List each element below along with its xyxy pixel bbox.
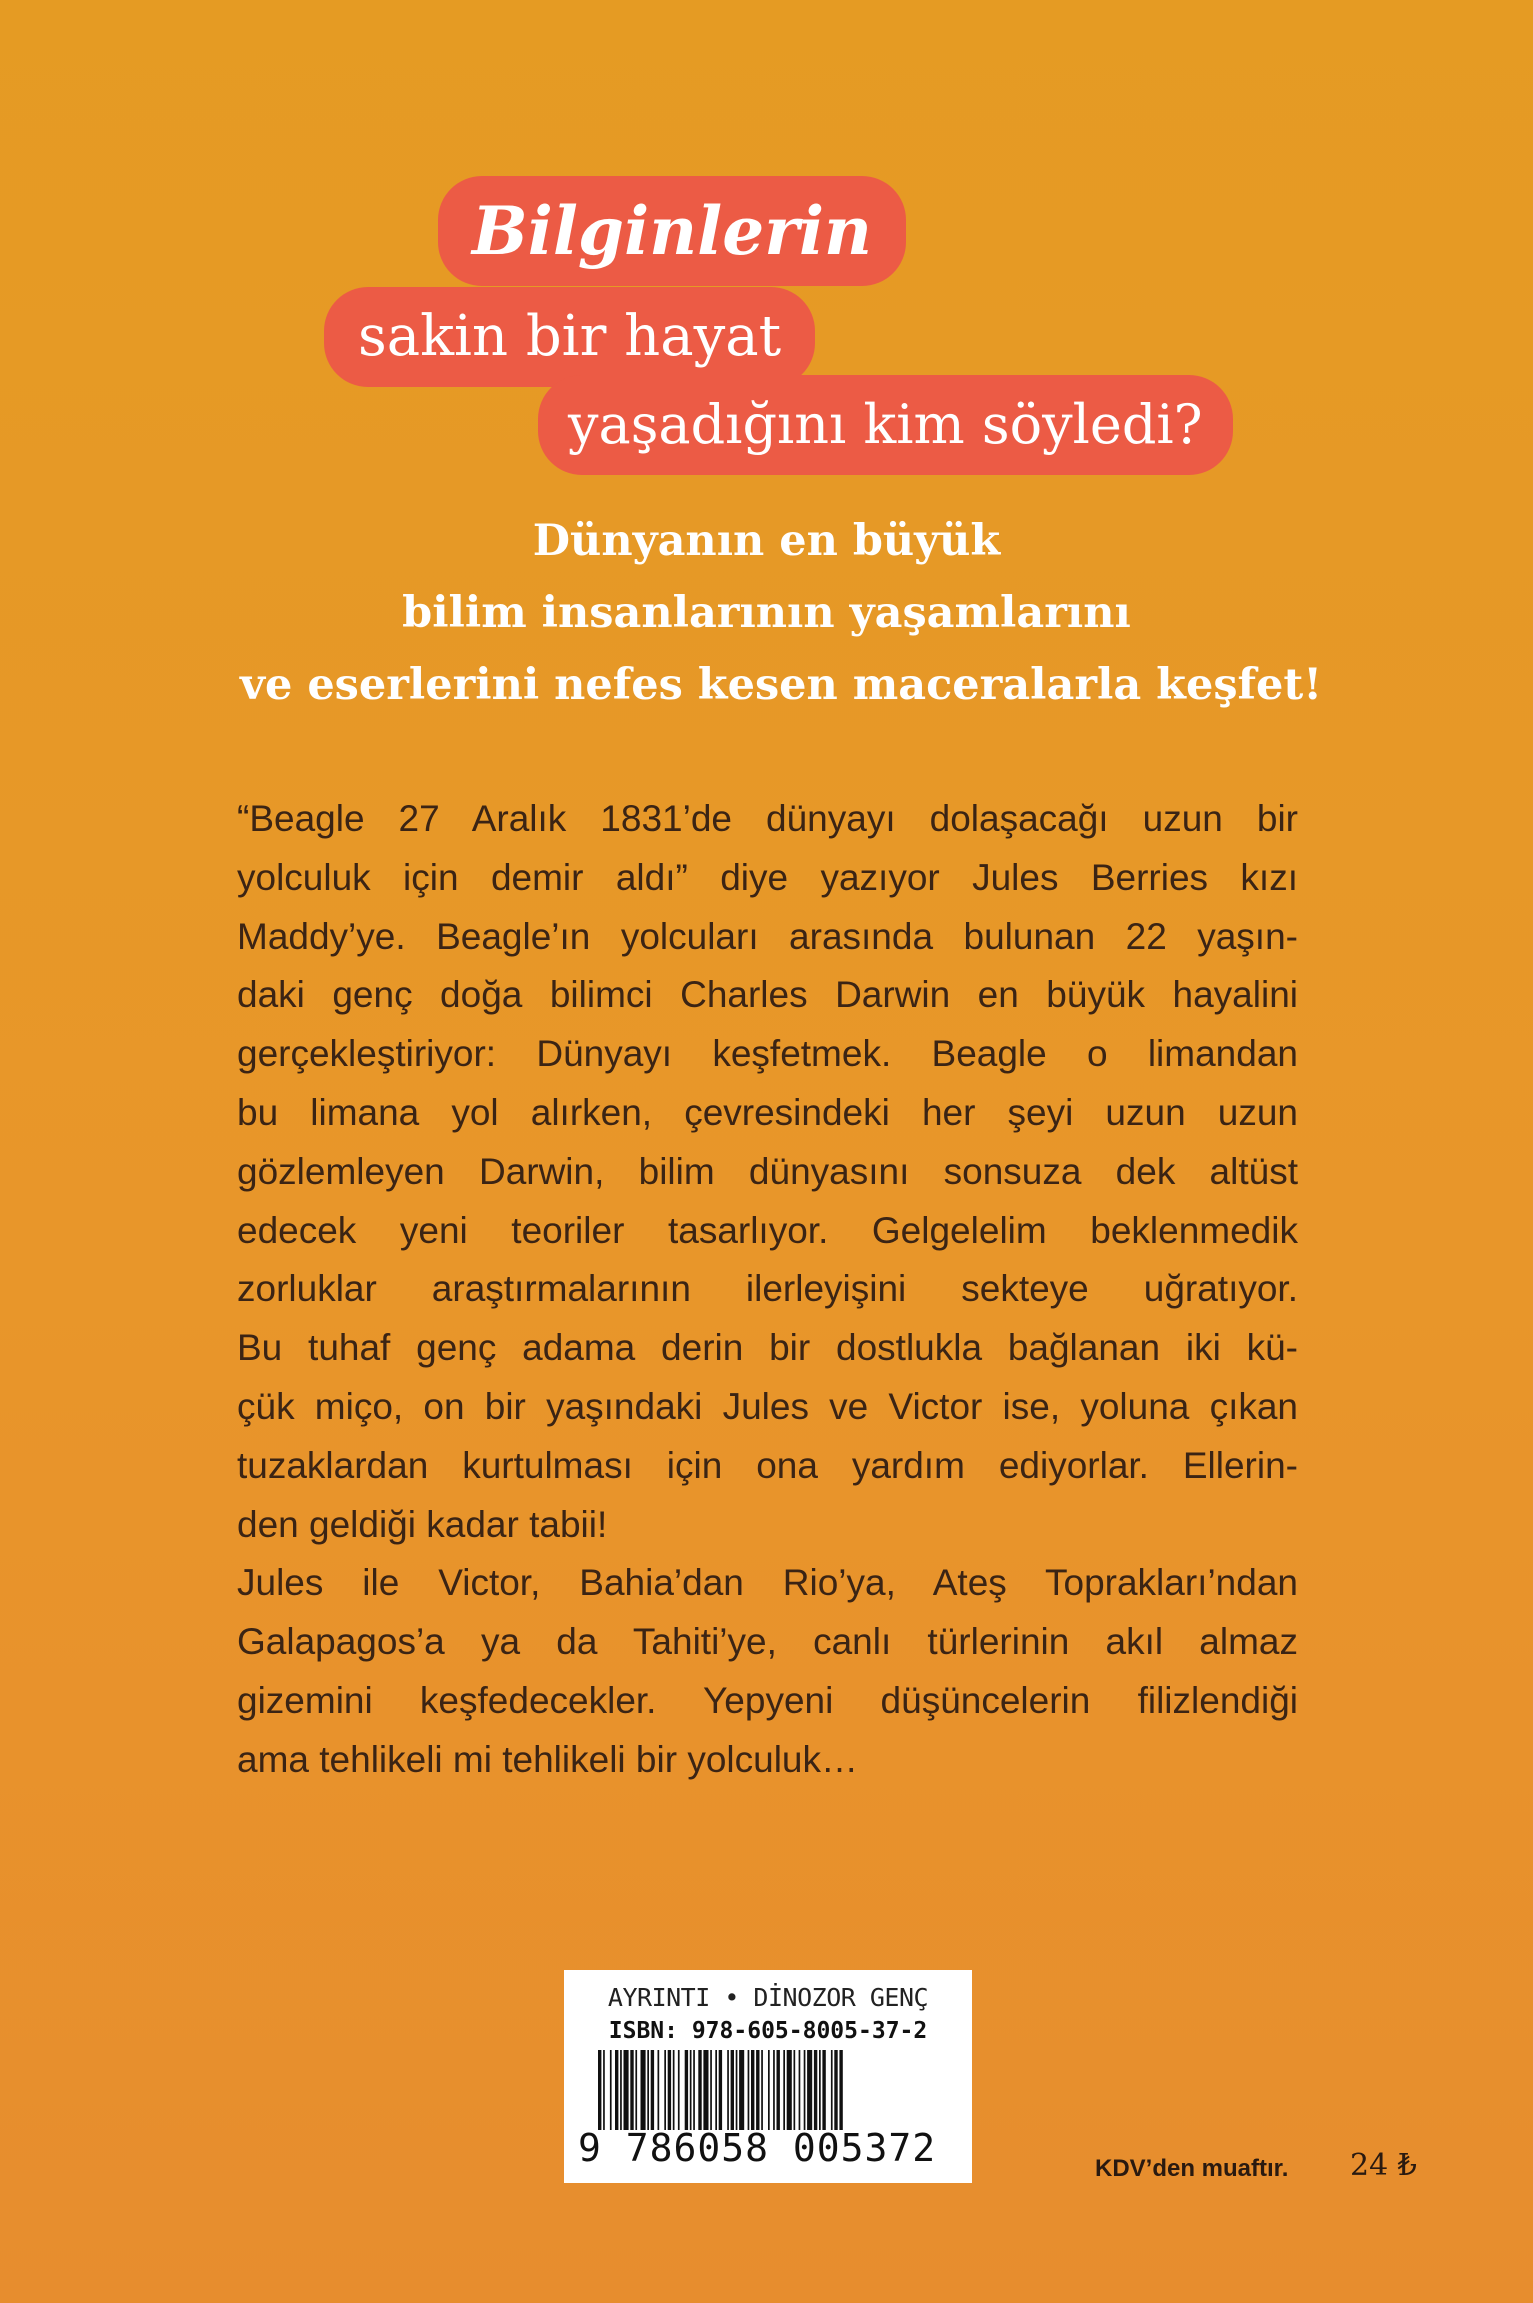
blurb-text: [237, 790, 1298, 1790]
barcode-bar: [804, 2050, 806, 2130]
blurb-line: Maddy’ye. Beagle’ın yolcuları arasında bulunan 22 yaşın-: [237, 915, 1298, 957]
headline-pill-2: [324, 287, 815, 387]
barcode-bar: [703, 2050, 708, 2130]
blurb-line: gerçekleştiriyor: Dünyayı keşfetmek. Beagle o limandan: [237, 1033, 1298, 1075]
barcode-bar: [839, 2050, 842, 2130]
barcode-bar: [719, 2050, 722, 2130]
barcode-bar: [807, 2050, 812, 2130]
blurb-line: ama tehlikeli mi tehlikeli bir yolculuk…: [237, 1738, 858, 1780]
blurb-line: zorluklar araştırmalarının ilerleyişini sekteye uğratıyor.: [237, 1268, 1298, 1310]
barcode-bar: [710, 2050, 712, 2130]
barcode-bar: [690, 2050, 692, 2130]
blurb-line: gizemini keşfedecekler. Yepyeni düşüncelerin filizlendiği: [237, 1679, 1298, 1721]
vat-note: KDV’den muaftır.: [1095, 2155, 1289, 2182]
barcode-bar: [834, 2050, 837, 2130]
publisher-name: AYRINTI • DİNOZOR GENÇ: [607, 1983, 929, 2012]
barcode-bar: [603, 2050, 605, 2130]
blurb-line: edecek yeni teoriler tasarlıyor. Gelgelelim beklenmedik: [237, 1209, 1298, 1251]
barcode-bar: [756, 2050, 759, 2130]
barcode-bar: [731, 2050, 734, 2130]
barcode-bar: [831, 2050, 833, 2130]
blurb-line: tuzaklardan kurtulması için ona yardım ediyorlar. Ellerin-: [237, 1444, 1298, 1486]
barcode-bar: [768, 2050, 770, 2130]
barcode-bar: [698, 2050, 701, 2130]
barcode-bar: [673, 2050, 675, 2130]
blurb-line: Galapagos’a ya da Tahiti’ye, canlı türlerinin akıl almaz: [237, 1621, 1298, 1663]
barcode-bar: [664, 2050, 666, 2130]
headline-line-2: sakin bir hayat: [358, 304, 782, 369]
blurb-line: Bu tuhaf genç adama derin bir dostlukla bağlanan iki kü-: [237, 1327, 1298, 1369]
subtitle-line: ve eserlerini nefes kesen maceralarla keşfet!: [240, 660, 1323, 710]
barcode-digits: 9 786058 005372: [578, 2126, 937, 2170]
blurb-line: gözlemleyen Darwin, bilim dünyasını sonsuza dek altüst: [237, 1150, 1298, 1192]
barcode-bar: [615, 2050, 618, 2130]
subtitle: [240, 505, 1323, 721]
blurb-line: çük miço, on bir yaşındaki Jules ve Victor ise, yoluna çıkan: [237, 1385, 1298, 1427]
blurb-line: yolculuk için demir aldı” diye yazıyor Jules Berries kızı: [237, 856, 1298, 898]
barcode-bar: [651, 2050, 654, 2130]
barcode-bar: [739, 2050, 744, 2130]
headline-line-3: yaşadığını kim söyledi?: [568, 393, 1203, 456]
blurb-line: “Beagle 27 Aralık 1831’de dünyayı dolaşacağı uzun bir: [237, 798, 1298, 839]
barcode-bar: [748, 2050, 750, 2130]
barcode-bar: [736, 2050, 738, 2130]
barcode-bar: [715, 2050, 717, 2130]
blurb-line: den geldiği kadar tabii!: [237, 1503, 608, 1545]
subtitle-line: Dünyanın en büyük: [532, 516, 1001, 566]
blurb-line: Jules ile Victor, Bahia’dan Rio’ya, Ateş Toprakları’ndan: [237, 1562, 1298, 1604]
barcode-bar: [678, 2050, 680, 2130]
subtitle-line: bilim insanlarının yaşamlarını: [402, 588, 1131, 638]
headline-pill-1: [438, 176, 906, 286]
barcode-bar: [641, 2050, 646, 2130]
barcode-bar: [814, 2050, 817, 2130]
headline-line-1: Bilginlerin: [472, 192, 873, 270]
price-label: 24 ₺: [1350, 2148, 1417, 2183]
blurb-line: daki genç doğa bilimci Charles Darwin en büyük hayalini: [237, 974, 1298, 1016]
barcode-bar: [794, 2050, 796, 2130]
barcode-bar: [685, 2050, 688, 2130]
barcode-bar: [635, 2050, 637, 2130]
barcode-bar: [761, 2050, 763, 2130]
barcode-bar: [727, 2050, 729, 2130]
barcode-bar: [787, 2050, 792, 2130]
barcode-bar: [773, 2050, 775, 2130]
barcode-bar: [624, 2050, 629, 2130]
barcode-bar: [610, 2050, 612, 2130]
barcode-label: [564, 1970, 972, 2183]
barcode-bar: [777, 2050, 780, 2130]
barcode-bar: [630, 2050, 633, 2130]
barcode-icon: [578, 2050, 958, 2130]
barcode-bar: [783, 2050, 785, 2130]
barcode-bar: [751, 2050, 754, 2130]
isbn-number: ISBN: 978-605-8005-37-2: [608, 2018, 928, 2044]
blurb-line: bu limana yol alırken, çevresindeki her şeyi uzun uzun: [237, 1091, 1298, 1133]
headline-pill-3: [538, 375, 1233, 475]
barcode-bar: [647, 2050, 649, 2130]
barcode-bar: [799, 2050, 801, 2130]
barcode-bar: [819, 2050, 821, 2130]
barcode-bar: [668, 2050, 671, 2130]
barcode-bar: [598, 2050, 601, 2130]
barcode-bar: [620, 2050, 622, 2130]
barcode-bar: [822, 2050, 825, 2130]
barcode-bar: [658, 2050, 660, 2130]
barcode-bar: [693, 2050, 695, 2130]
